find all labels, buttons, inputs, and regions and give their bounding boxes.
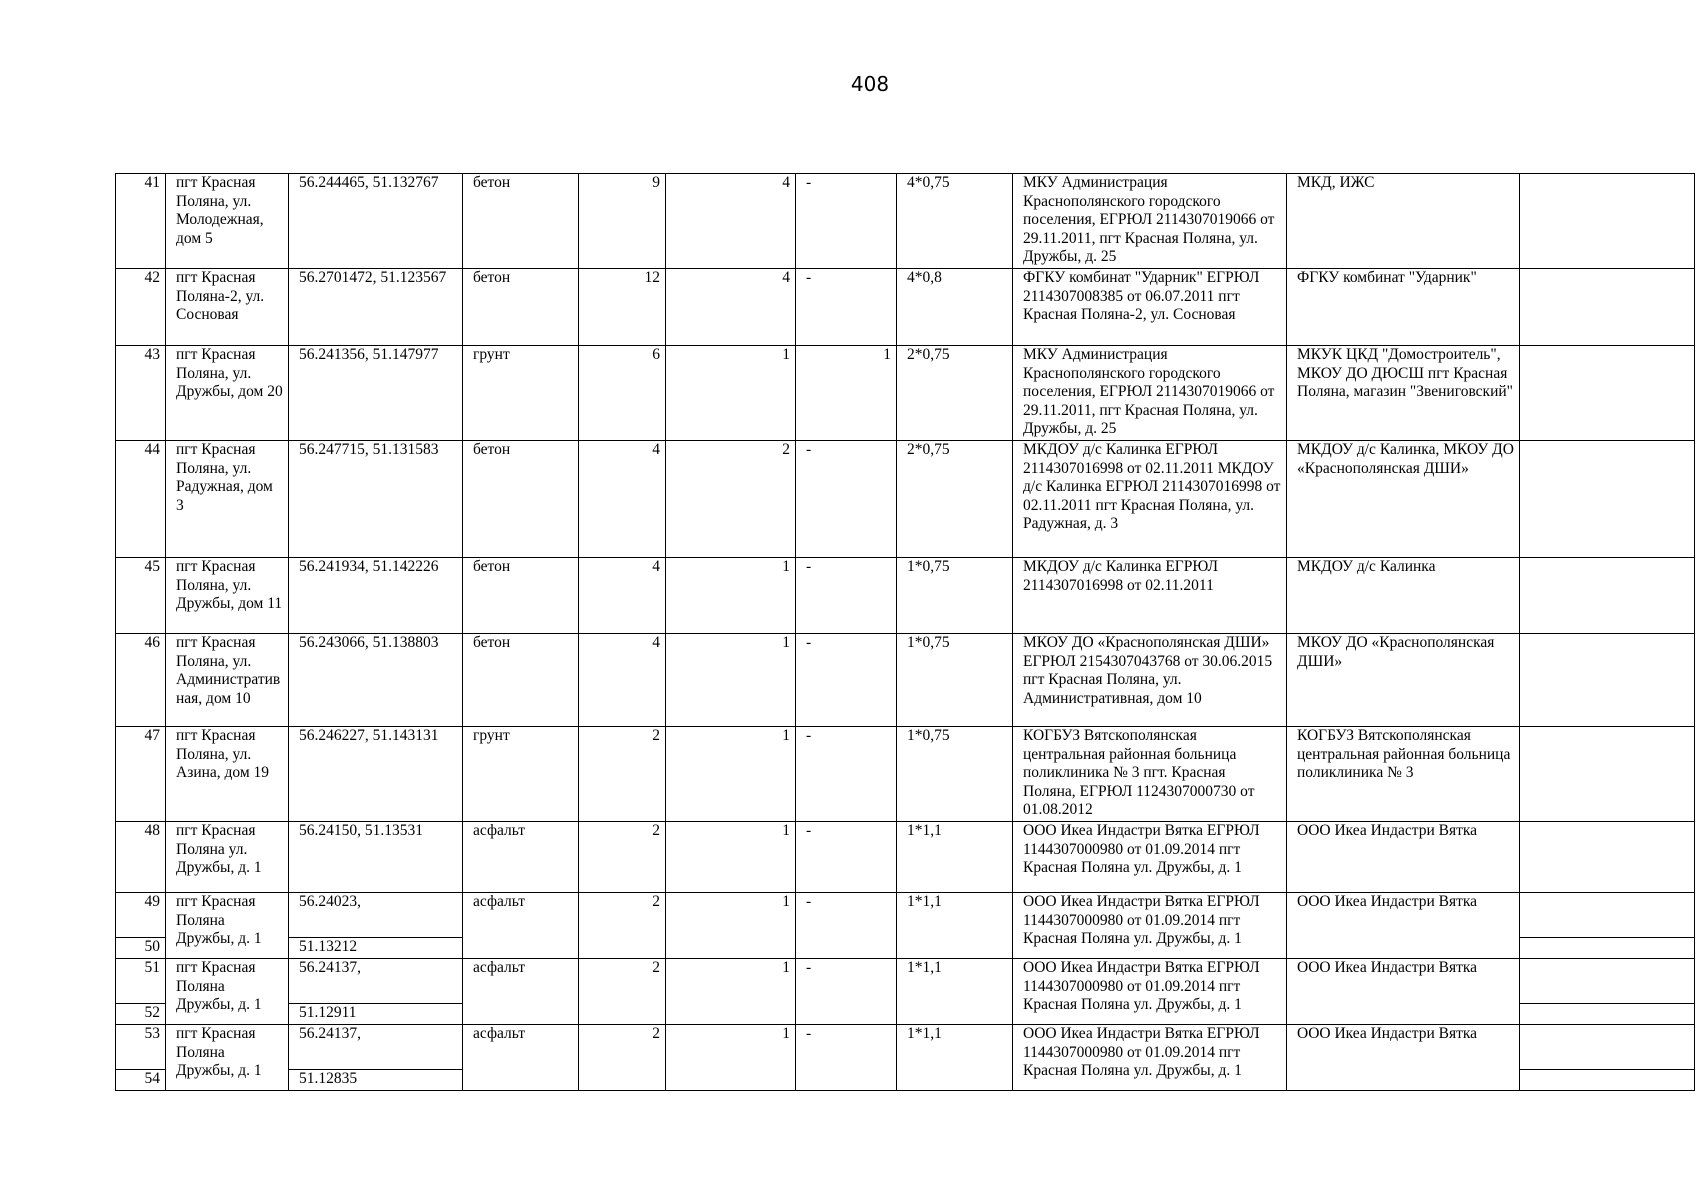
table-row: [116, 558, 1695, 634]
volume-cell: 1*1,1: [897, 1025, 1013, 1091]
volume-cell: 1*0,75: [897, 634, 1013, 727]
coordinates-cell: 56.241356, 51.147977: [289, 346, 463, 441]
surface-cell: грунт: [463, 346, 579, 441]
coordinates-cell: 51.12911: [289, 1004, 463, 1025]
area-cell: 12: [579, 269, 666, 346]
owner-cell: ООО Икеа Индастри Вятка ЕГРЮЛ 1144307000980 от 01.09.2014 пгт Красная Поляна ул. Дружбы, д. 1: [1013, 1025, 1287, 1091]
address-cell: пгт Красная Поляна Дружбы, д. 1: [166, 893, 289, 959]
waste-sources-cell: КОГБУЗ Вятскополянская центральная районная больница поликлиника № 3: [1287, 727, 1520, 822]
surface-cell: асфальт: [463, 893, 579, 959]
table-row: [116, 727, 1695, 822]
owner-cell: МКДОУ д/с Калинка ЕГРЮЛ 2114307016998 от 02.11.2011: [1013, 558, 1287, 634]
empty-cell: [1520, 346, 1695, 441]
coordinates-cell: 56.243066, 51.138803: [289, 634, 463, 727]
empty-cell: [1520, 727, 1695, 822]
empty-cell: [1520, 174, 1695, 269]
row-number: 48: [116, 822, 166, 893]
empty-cell: [1520, 822, 1695, 893]
planned-containers-cell: -: [796, 558, 897, 634]
containers-cell: 1: [666, 346, 796, 441]
empty-cell: [1520, 1004, 1695, 1025]
owner-cell: МКУ Администрация Краснополянского городского поселения, ЕГРЮЛ 2114307019066 от 29.11.2011, пгт Красная Поляна, ул. Дружбы, д. 25: [1013, 346, 1287, 441]
row-number: 54: [116, 1070, 166, 1091]
row-number: 41: [116, 174, 166, 269]
waste-sources-cell: ООО Икеа Индастри Вятка: [1287, 893, 1520, 959]
row-number: 49: [116, 893, 166, 938]
area-cell: 4: [579, 441, 666, 558]
table-row: [116, 1025, 1695, 1070]
containers-cell: 1: [666, 893, 796, 959]
area-cell: 2: [579, 727, 666, 822]
planned-containers-cell: -: [796, 822, 897, 893]
table-row: [116, 441, 1695, 558]
waste-sources-cell: МКДОУ д/с Калинка: [1287, 558, 1520, 634]
surface-cell: асфальт: [463, 822, 579, 893]
owner-cell: ООО Икеа Индастри Вятка ЕГРЮЛ 1144307000980 от 01.09.2014 пгт Красная Поляна ул. Дружбы, д. 1: [1013, 893, 1287, 959]
waste-sources-cell: МКД, ИЖС: [1287, 174, 1520, 269]
surface-cell: асфальт: [463, 1025, 579, 1091]
table-row: [116, 893, 1695, 938]
coordinates-cell: 51.13212: [289, 938, 463, 959]
table-row: [116, 174, 1695, 269]
row-number: 51: [116, 959, 166, 1004]
coordinates-cell: 56.24150, 51.13531: [289, 822, 463, 893]
volume-cell: 1*0,75: [897, 727, 1013, 822]
containers-cell: 1: [666, 558, 796, 634]
volume-cell: 1*1,1: [897, 893, 1013, 959]
table-row: [116, 959, 1695, 1004]
coordinates-cell: 56.246227, 51.143131: [289, 727, 463, 822]
row-number: 42: [116, 269, 166, 346]
containers-cell: 1: [666, 959, 796, 1025]
coordinates-cell: 56.24137,: [289, 1025, 463, 1070]
volume-cell: 1*1,1: [897, 959, 1013, 1025]
surface-cell: бетон: [463, 174, 579, 269]
empty-cell: [1520, 1070, 1695, 1091]
surface-cell: бетон: [463, 441, 579, 558]
empty-cell: [1520, 269, 1695, 346]
waste-sites-table: [115, 173, 1695, 1091]
waste-sources-cell: ООО Икеа Индастри Вятка: [1287, 1025, 1520, 1091]
row-number: 45: [116, 558, 166, 634]
owner-cell: МКОУ ДО «Краснополянская ДШИ» ЕГРЮЛ 2154307043768 от 30.06.2015 пгт Красная Поляна, ул. Административная, дом 10: [1013, 634, 1287, 727]
containers-cell: 1: [666, 634, 796, 727]
table-row: [116, 634, 1695, 727]
area-cell: 2: [579, 893, 666, 959]
address-cell: пгт Красная Поляна Дружбы, д. 1: [166, 959, 289, 1025]
address-cell: пгт Красная Поляна, ул. Радужная, дом 3: [166, 441, 289, 558]
area-cell: 2: [579, 959, 666, 1025]
row-number: 46: [116, 634, 166, 727]
volume-cell: 4*0,8: [897, 269, 1013, 346]
containers-cell: 1: [666, 1025, 796, 1091]
address-cell: пгт Красная Поляна, ул. Азина, дом 19: [166, 727, 289, 822]
owner-cell: МКУ Администрация Краснополянского городского поселения, ЕГРЮЛ 2114307019066 от 29.11.2011, пгт Красная Поляна, ул. Дружбы, д. 25: [1013, 174, 1287, 269]
table-row: [116, 269, 1695, 346]
volume-cell: 2*0,75: [897, 346, 1013, 441]
address-cell: пгт Красная Поляна Дружбы, д. 1: [166, 1025, 289, 1091]
surface-cell: грунт: [463, 727, 579, 822]
planned-containers-cell: 1: [796, 346, 897, 441]
area-cell: 2: [579, 1025, 666, 1091]
table-row: [116, 822, 1695, 893]
row-number: 44: [116, 441, 166, 558]
volume-cell: 2*0,75: [897, 441, 1013, 558]
owner-cell: КОГБУЗ Вятскополянская центральная районная больница поликлиника № 3 пгт. Красная Поляна, ЕГРЮЛ 1124307000730 от 01.08.2012: [1013, 727, 1287, 822]
volume-cell: 1*1,1: [897, 822, 1013, 893]
waste-sources-cell: МКДОУ д/с Калинка, МКОУ ДО «Краснополянская ДШИ»: [1287, 441, 1520, 558]
owner-cell: МКДОУ д/с Калинка ЕГРЮЛ 2114307016998 от 02.11.2011 МКДОУ д/с Калинка ЕГРЮЛ 2114307016998 от 02.11.2011 пгт Красная Поляна, ул. Радужная, д. 3: [1013, 441, 1287, 558]
row-number: 43: [116, 346, 166, 441]
planned-containers-cell: -: [796, 634, 897, 727]
coordinates-cell: 56.247715, 51.131583: [289, 441, 463, 558]
page-number: 408: [850, 72, 890, 96]
row-number: 47: [116, 727, 166, 822]
volume-cell: 1*0,75: [897, 558, 1013, 634]
area-cell: 2: [579, 822, 666, 893]
waste-sources-cell: ООО Икеа Индастри Вятка: [1287, 822, 1520, 893]
area-cell: 4: [579, 634, 666, 727]
address-cell: пгт Красная Поляна, ул. Дружбы, дом 20: [166, 346, 289, 441]
containers-cell: 4: [666, 174, 796, 269]
planned-containers-cell: -: [796, 1025, 897, 1091]
planned-containers-cell: -: [796, 174, 897, 269]
table-row: [116, 346, 1695, 441]
area-cell: 6: [579, 346, 666, 441]
coordinates-cell: 56.24137,: [289, 959, 463, 1004]
planned-containers-cell: -: [796, 727, 897, 822]
address-cell: пгт Красная Поляна ул. Дружбы, д. 1: [166, 822, 289, 893]
row-number: 50: [116, 938, 166, 959]
surface-cell: бетон: [463, 558, 579, 634]
surface-cell: бетон: [463, 634, 579, 727]
coordinates-cell: 51.12835: [289, 1070, 463, 1091]
owner-cell: ФГКУ комбинат "Ударник" ЕГРЮЛ 2114307008385 от 06.07.2011 пгт Красная Поляна-2, ул. Сосновая: [1013, 269, 1287, 346]
containers-cell: 4: [666, 269, 796, 346]
waste-sources-cell: МКУК ЦКД "Домостроитель", МКОУ ДО ДЮСШ пгт Красная Поляна, магазин "Звениговский": [1287, 346, 1520, 441]
planned-containers-cell: -: [796, 269, 897, 346]
empty-cell: [1520, 634, 1695, 727]
waste-sources-cell: ООО Икеа Индастри Вятка: [1287, 959, 1520, 1025]
area-cell: 9: [579, 174, 666, 269]
planned-containers-cell: -: [796, 893, 897, 959]
address-cell: пгт Красная Поляна-2, ул. Сосновая: [166, 269, 289, 346]
empty-cell: [1520, 938, 1695, 959]
containers-cell: 1: [666, 727, 796, 822]
owner-cell: ООО Икеа Индастри Вятка ЕГРЮЛ 1144307000980 от 01.09.2014 пгт Красная Поляна ул. Дружбы, д. 1: [1013, 822, 1287, 893]
empty-cell: [1520, 959, 1695, 1004]
planned-containers-cell: -: [796, 959, 897, 1025]
coordinates-cell: 56.2701472, 51.123567: [289, 269, 463, 346]
surface-cell: асфальт: [463, 959, 579, 1025]
row-number: 53: [116, 1025, 166, 1070]
waste-sources-cell: МКОУ ДО «Краснополянская ДШИ»: [1287, 634, 1520, 727]
waste-sources-cell: ФГКУ комбинат "Ударник": [1287, 269, 1520, 346]
empty-cell: [1520, 441, 1695, 558]
area-cell: 4: [579, 558, 666, 634]
address-cell: пгт Красная Поляна, ул. Молодежная, дом 5: [166, 174, 289, 269]
coordinates-cell: 56.241934, 51.142226: [289, 558, 463, 634]
empty-cell: [1520, 558, 1695, 634]
owner-cell: ООО Икеа Индастри Вятка ЕГРЮЛ 1144307000980 от 01.09.2014 пгт Красная Поляна ул. Дружбы, д. 1: [1013, 959, 1287, 1025]
volume-cell: 4*0,75: [897, 174, 1013, 269]
address-cell: пгт Красная Поляна, ул. Административная, дом 10: [166, 634, 289, 727]
empty-cell: [1520, 893, 1695, 938]
containers-cell: 2: [666, 441, 796, 558]
address-cell: пгт Красная Поляна, ул. Дружбы, дом 11: [166, 558, 289, 634]
surface-cell: бетон: [463, 269, 579, 346]
coordinates-cell: 56.24023,: [289, 893, 463, 938]
row-number: 52: [116, 1004, 166, 1025]
planned-containers-cell: -: [796, 441, 897, 558]
containers-cell: 1: [666, 822, 796, 893]
coordinates-cell: 56.244465, 51.132767: [289, 174, 463, 269]
empty-cell: [1520, 1025, 1695, 1070]
